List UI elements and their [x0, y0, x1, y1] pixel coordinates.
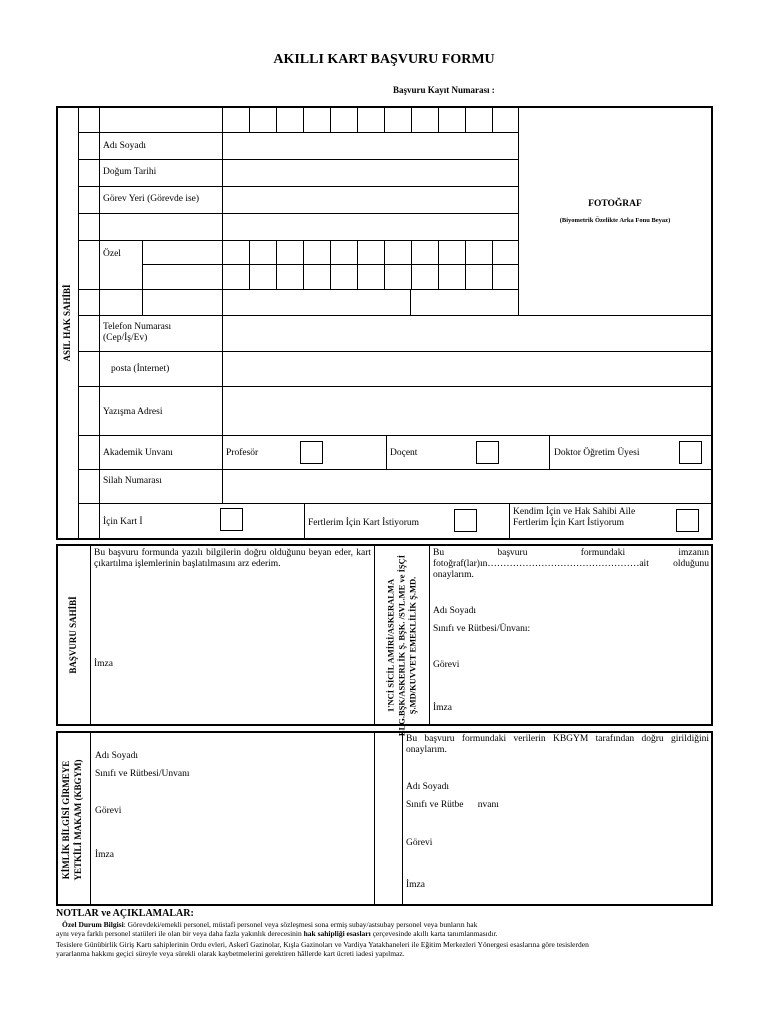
- professor-label: Profesör: [226, 448, 259, 458]
- professor-checkbox[interactable]: [300, 441, 323, 464]
- notes-line-3: Tesislere Günübirlik Giriş Kartı sahiplerinin Ordu evleri, Askerî Gazinolar, Kışla Gazinoları ve Vardiya Yatakhaneleri ile Eğitim Merkezleri Yönergesi esaslarına göre tesislerden: [56, 940, 589, 949]
- special-status-title: Özel Durum Bilgisi: [62, 920, 124, 929]
- notes-heading: NOTLAR ve AÇIKLAMALAR:: [56, 908, 194, 919]
- kbgym-rank-label: Sınıfı ve Rütbesi/Unvanı: [95, 769, 190, 779]
- applicant-signature-label: İmza: [94, 659, 113, 669]
- photo-area[interactable]: [519, 107, 711, 315]
- notes-line-1-text: : Görevdeki/emekli personel, müstafi personel veya sözleşmesi sona ermiş subay/astsubay personel veya bunların hak: [123, 920, 478, 929]
- kbgym-approval-text: Bu başvuru formundaki verilerin KBGYM tarafından doğru girildiğini onaylarım.: [406, 734, 709, 755]
- side-label-applicant: BAŞVURU SAHİBİ: [68, 596, 78, 674]
- page-title: AKILLI KART BAŞVURU FORMU: [273, 52, 495, 67]
- email-label: posta (İnternet): [111, 364, 170, 374]
- self-family-card-label: Kendim İçin ve Hak Sahibi Aile Fertlerim İçin Kart İstiyorum: [513, 507, 636, 528]
- weapon-number-label: Silah Numarası: [103, 476, 162, 486]
- notes-line-2-c: çerçevesinde akıllı karta tanımlanmasıdır.: [370, 929, 498, 938]
- kbgym-approver-name-label: Adı Soyadı: [406, 782, 450, 792]
- birth-date-label: Doğum Tarihi: [103, 167, 157, 177]
- kbgym-approver-signature-label: İmza: [406, 880, 425, 890]
- kbgym-duty-label: Görevi: [95, 806, 122, 816]
- photo-title: FOTOĞRAF: [588, 199, 642, 209]
- name-label: Adı Soyadı: [103, 141, 147, 151]
- self-family-card-checkbox[interactable]: [676, 509, 699, 532]
- approver-rank-label: Sınıfı ve Rütbesi/Ünvanı:: [433, 624, 531, 634]
- photo-subtitle: (Biyometrik Özelikte Arka Fonu Beyaz): [559, 217, 671, 224]
- supervisor-office-label: 1'NCİ SİCİL AMİRİ/ASKERALMA BLG.BŞK/ASKERLİK Ş. BŞK. /SVL.ME ve İŞÇİ Ş.MD/KUVVET EMEKLİLİK Ş.MD.: [385, 554, 418, 737]
- associate-checkbox[interactable]: [476, 441, 499, 464]
- approver-name-label: Adı Soyadı: [433, 606, 477, 616]
- assistant-professor-label: Doktor Öğretim Üyesi: [554, 448, 640, 458]
- assistant-professor-checkbox[interactable]: [679, 441, 702, 464]
- side-label-primary-holder: ASIL HAK SAHİBİ: [62, 284, 72, 362]
- address-label: Yazışma Adresi: [103, 407, 163, 417]
- notes-line-4: yararlanma hakkını geçici süreyle veya sürekli olarak kaybetmelerini gerektiren hâllerde kart ücreti iadesi yapılmaz.: [56, 949, 405, 958]
- workplace-label: Görev Yeri (Görevde ise): [103, 194, 200, 204]
- family-card-label: Fertlerim İçin Kart İstiyorum: [308, 518, 420, 528]
- card-for-self-checkbox[interactable]: [220, 508, 243, 531]
- side-label-kbgym: KİMLİK BİLGİSİ GİRMEYE YETKİLİ MAKAM (KBGYM): [61, 759, 83, 881]
- special-status-label: Özel: [103, 249, 121, 259]
- approver-signature-label: İmza: [433, 703, 452, 713]
- notes-line-2-a: aynı veya farklı personel statüleri ile olan bir veya daha fazla yakınlık derecesinin: [56, 929, 304, 938]
- section-kbgym: [56, 731, 713, 906]
- kbgym-name-label: Adı Soyadı: [95, 751, 139, 761]
- applicant-declaration: Bu başvuru formunda yazılı bilgilerin doğru olduğunu beyan eder, kart çıkartılma işlemlerinin başlatılmasını arz ederim.: [94, 548, 371, 569]
- notes-line-2-bold: hak sahipliği esasları: [303, 929, 371, 938]
- phone-label: Telefon Numarası (Cep/İş/Ev): [103, 322, 172, 343]
- approver-duty-label: Görevi: [433, 660, 460, 670]
- associate-label: Doçent: [390, 448, 418, 458]
- notes-line-2: [56, 929, 498, 938]
- registration-number-label: Başvuru Kayıt Numarası :: [393, 85, 495, 95]
- notes-line-1: [62, 920, 477, 929]
- family-card-checkbox[interactable]: [454, 509, 477, 532]
- academic-title-label: Akademik Unvanı: [103, 448, 173, 458]
- kbgym-approver-duty-label: Görevi: [406, 838, 433, 848]
- kbgym-signature-label: İmza: [95, 850, 114, 860]
- photo-approval-text: Bu başvuru formundaki imzanın fotoğraf(lar)ın…………………………………………ait olduğunu onaylarım.: [433, 548, 709, 580]
- card-for-self-label: İçin Kart İ: [103, 517, 143, 527]
- kbgym-approver-rank-label: Sınıfı ve Rütbe nvanı: [406, 800, 499, 810]
